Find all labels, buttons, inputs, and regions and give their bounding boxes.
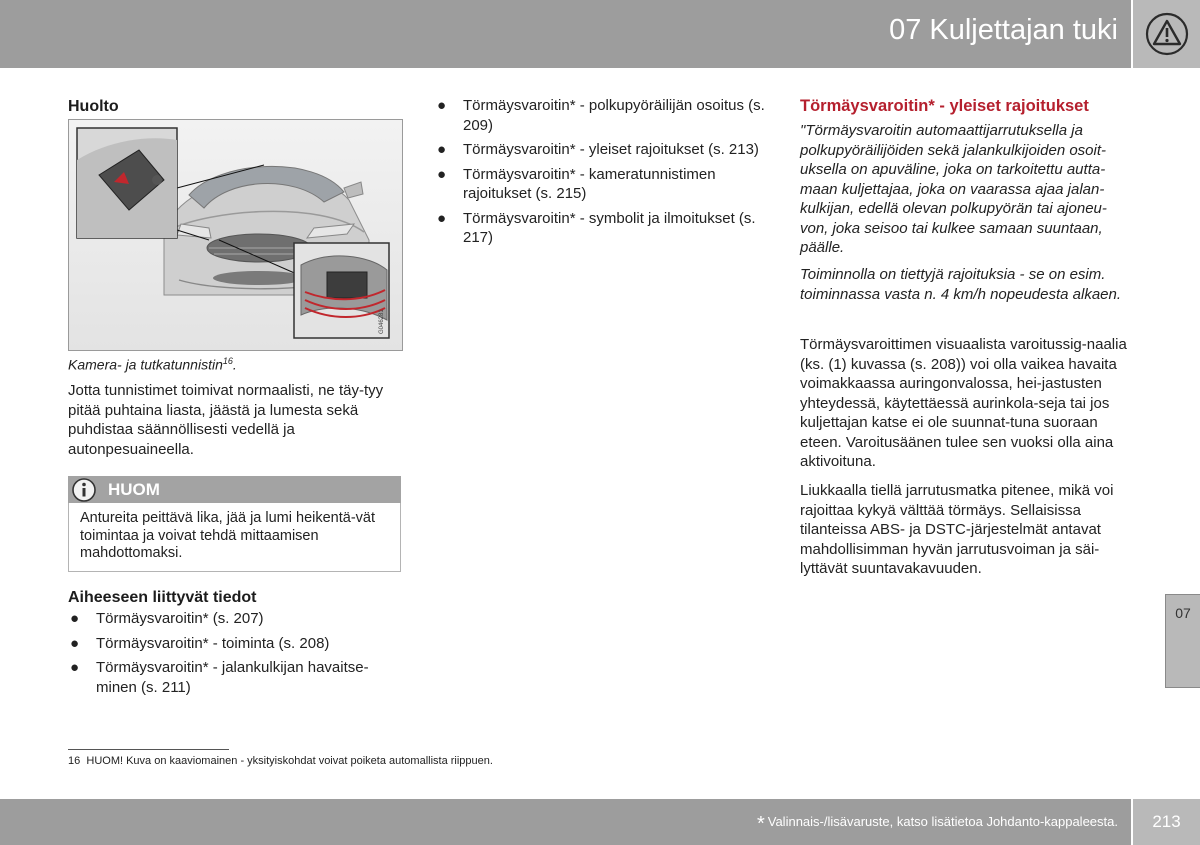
figure-caption-text: Kamera- ja tutkatunnistin <box>68 356 223 373</box>
related-item[interactable] <box>68 609 398 629</box>
related-item-label: Törmäysvaroitin* - yleiset rajoitukset (s. 213) <box>463 141 759 158</box>
chapter-tab-label: 07 <box>1175 605 1191 621</box>
related-item[interactable] <box>435 165 765 204</box>
figure-caption-ref: 16 <box>222 356 233 366</box>
bullet-icon: ● <box>437 209 447 227</box>
related-item[interactable] <box>435 140 765 160</box>
warning-triangle-icon <box>1145 12 1189 56</box>
limit-italic-paragraph: Toiminnolla on tiettyjä rajoituksia - se on esim. toiminnassa vasta n. 4 km/h nopeudesta alkaen. <box>800 266 1122 303</box>
visual-warning-paragraph: Törmäysvaroittimen visuaalista varoitussig-naalia (ks. (1) kuvassa (s. 208)) voi olla vaikea havaita voimakkaassa auringonvalossa, hei-jastusten yhteydessä, käytettäessä aurinkola-seja tai jos kuljettajan katse ei ole suunnat-tuna suoraan eteen. Varoitusäänen tulee sen vuoksi olla aina aktivoituna. <box>800 336 1127 470</box>
section-heading-huolto: Huolto <box>68 98 119 115</box>
bullet-icon: ● <box>437 141 447 158</box>
related-item[interactable] <box>435 209 765 248</box>
related-item-label: Törmäysvaroitin* - polkupyöräilijän osoitus (s. 209) <box>463 97 765 134</box>
note-text: Antureita peittävä lika, jää ja lumi heikentä-vät toimintaa ja voivat tehdä mittaamisen mahdottomaksi. <box>80 510 375 561</box>
header-icon-box <box>1133 0 1200 68</box>
related-item-label: Törmäysvaroitin* (s. 207) <box>96 610 264 627</box>
page-number: 213 <box>1152 812 1181 831</box>
bullet-icon: ● <box>437 97 447 114</box>
footnote-divider <box>68 749 229 750</box>
middle-list <box>435 96 765 253</box>
related-item[interactable] <box>435 96 765 135</box>
bullet-icon: ● <box>70 610 80 627</box>
chapter-title: 07 Kuljettajan tuki <box>889 14 1118 46</box>
asterisk-icon: * <box>756 813 765 835</box>
section-heading-limitations: Törmäysvaroitin* - yleiset rajoitukset <box>800 97 1089 115</box>
related-item-label: Törmäysvaroitin* - jalankulkijan havaitse-minen (s. 211) <box>96 659 369 696</box>
footer-note-text: Valinnais-/lisävaruste, katso lisätietoa Johdanto-kappaleesta. <box>767 814 1118 829</box>
bullet-icon: ● <box>70 634 80 652</box>
bullet-icon: ● <box>70 659 80 676</box>
footnote-number: 16 <box>68 755 81 767</box>
related-item-label: Törmäysvaroitin* - symbolit ja ilmoitukset (s. 217) <box>463 209 756 246</box>
related-list <box>68 609 398 702</box>
footnote <box>68 755 493 767</box>
related-item[interactable] <box>68 658 398 697</box>
bullet-icon: ● <box>437 165 447 183</box>
figure-code: G046281 <box>379 309 385 334</box>
sensor-figure <box>68 119 403 351</box>
footnote-text: HUOM! Kuva on kaaviomainen - yksityiskohdat voivat poiketa automallista riippuen. <box>86 755 493 767</box>
related-item-label: Törmäysvaroitin* - kameratunnistimen rajoitukset (s. 215) <box>463 165 716 202</box>
slippery-road-paragraph: Liukkaalla tiellä jarrutusmatka pitenee, mikä voi rajoittaa kykyä välttää törmäys. Sellaisissa tilanteissa ABS- ja DSTC-järjestelmät antavat mahdollisimman hyvän jarrutusvoiman ja säi-lyttävät suuntavakavuuden. <box>800 482 1114 577</box>
info-icon <box>71 477 97 503</box>
cleaning-paragraph: Jotta tunnistimet toimivat normaalisti, ne täy-tyy pitää puhtaina liasta, jäästä ja lumesta sekä puhdistaa säännöllisesti vedellä ja autonpesuaineella. <box>68 382 384 458</box>
car-front-illustration <box>69 120 402 350</box>
intro-italic-paragraph: "Törmäysvaroitin automaattijarrutuksella ja polkupyöräilijöiden sekä jalankulkijoiden osoit-uksella on apuväline, joka on tarkoitettu autta-maan kuljettajaa, joka on vaarassa ajaa jalan-kulkijan, edellä olevan polkupyörän tai ajoneu-von, joka seisoo tai kulkee samaan suuntaan, päälle. <box>800 122 1107 256</box>
related-item-label: Törmäysvaroitin* - toiminta (s. 208) <box>96 634 330 652</box>
figure-caption <box>68 356 237 373</box>
footer-note <box>757 813 1118 836</box>
figure-caption-end: . <box>232 356 237 373</box>
related-heading: Aiheeseen liittyvät tiedot <box>68 589 257 606</box>
note-title: HUOM <box>108 480 160 499</box>
related-item[interactable] <box>68 634 398 654</box>
